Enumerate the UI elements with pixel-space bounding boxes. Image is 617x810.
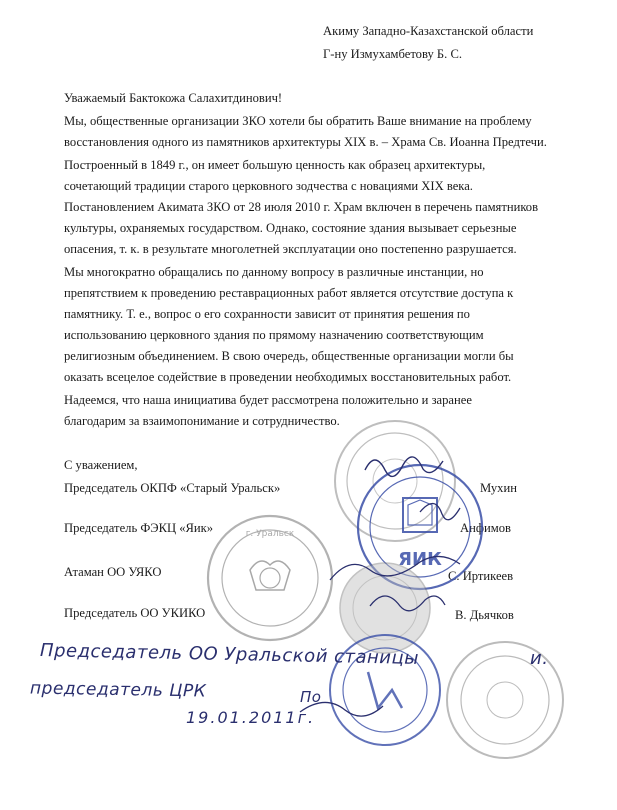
paragraph-2-line-1: Построенный в 1849 г., он имеет большую ценность как образец архитектуры,	[64, 158, 486, 172]
handwritten-date: 19.01.2011г.	[186, 708, 316, 727]
paragraph-2-line-4: культуры, охраняемых государством. Однако, состояние здания вызывает серьезные	[64, 221, 517, 235]
round-stamp-gray-top	[335, 421, 455, 541]
paragraph-3-line-1: Мы многократно обращались по данному вопросу в различные инстанции, но	[64, 265, 484, 279]
yaik-stamp-text: ЯИК	[398, 549, 442, 570]
eagle-stamp-text: г. Уральск	[245, 529, 295, 539]
signatory-1-title: Председатель ОКПФ «Старый Уральск»	[64, 481, 281, 495]
paragraph-3-line-4: использованию церковного здания по прямому назначению соответствующим	[64, 328, 484, 342]
paragraph-3-line-2: препятствием к проведению реставрационных работ является отсутствие доступа к	[64, 286, 514, 300]
recipient-line-1: Акиму Западно-Казахстанской области	[323, 24, 534, 38]
paragraph-3-line-6: оказать всецелое содействие в проведении необходимых восстановительных работ.	[64, 370, 512, 384]
paragraph-2-line-3: Постановлением Акимата ЗКО от 28 июля 2010 г. Храм включен в перечень памятников	[64, 200, 539, 214]
signatory-3-name: С. Иртикеев	[448, 569, 514, 583]
signature-mukhin	[365, 457, 443, 477]
signature-irtikeev	[330, 556, 460, 580]
handwritten-line-1: Председатель ОО Уральской станицы	[39, 640, 420, 669]
paragraph-1-line-2: восстановления одного из памятников архитектуры XIX в. – Храма Св. Иоанна Предтечи.	[64, 135, 547, 149]
signatory-2-name: Анфимов	[460, 521, 511, 535]
signatory-4-title: Председатель ОО УКИКО	[64, 606, 206, 620]
paragraph-1-line-1: Мы, общественные организации ЗКО хотели бы обратить Ваше внимание на проблему	[64, 114, 532, 128]
signature-dyachkov	[370, 596, 445, 611]
handwritten-line-2: председатель ЦРК	[29, 678, 207, 702]
greeting: Уважаемый Бактокожа Салахитдинович!	[64, 91, 283, 105]
paragraph-4-line-2: благодарим за взаимопонимание и сотрудничество.	[64, 414, 340, 428]
paragraph-2-line-2: сочетающий традиции старого церковного зодчества с новациями XIX века.	[64, 179, 473, 193]
eagle-stamp	[208, 516, 332, 640]
signatory-3-title: Атаман ОО УЯКО	[64, 565, 162, 579]
handwritten-line-2-suffix: По	[300, 688, 322, 706]
handwritten-line-1-suffix: и.	[530, 648, 549, 669]
paragraph-4-line-1: Надеемся, что наша инициатива будет рассмотрена положительно и заранее	[64, 393, 472, 407]
signature-anfimov	[420, 503, 460, 519]
closing: С уважением,	[64, 458, 138, 472]
signatory-4-name: В. Дьячков	[455, 608, 514, 622]
round-stamp-gray-bottom	[340, 563, 430, 653]
signatory-2-title: Председатель ФЭКЦ «Яик»	[64, 521, 214, 535]
signatory-1-name: Мухин	[480, 481, 517, 495]
paragraph-2-line-5: опасения, т. к. в результате многолетней эксплуатации оно постепенно разрушается.	[64, 242, 517, 256]
paragraph-3-line-3: памятнику. Т. е., вопрос о его сохранности зависит от принятия решения по	[64, 307, 470, 321]
paragraph-3-line-5: религиозным объединением. В свою очередь, общественные организации могли бы	[64, 349, 514, 363]
recipient-line-2: Г-ну Измухамбетову Б. С.	[323, 47, 463, 61]
